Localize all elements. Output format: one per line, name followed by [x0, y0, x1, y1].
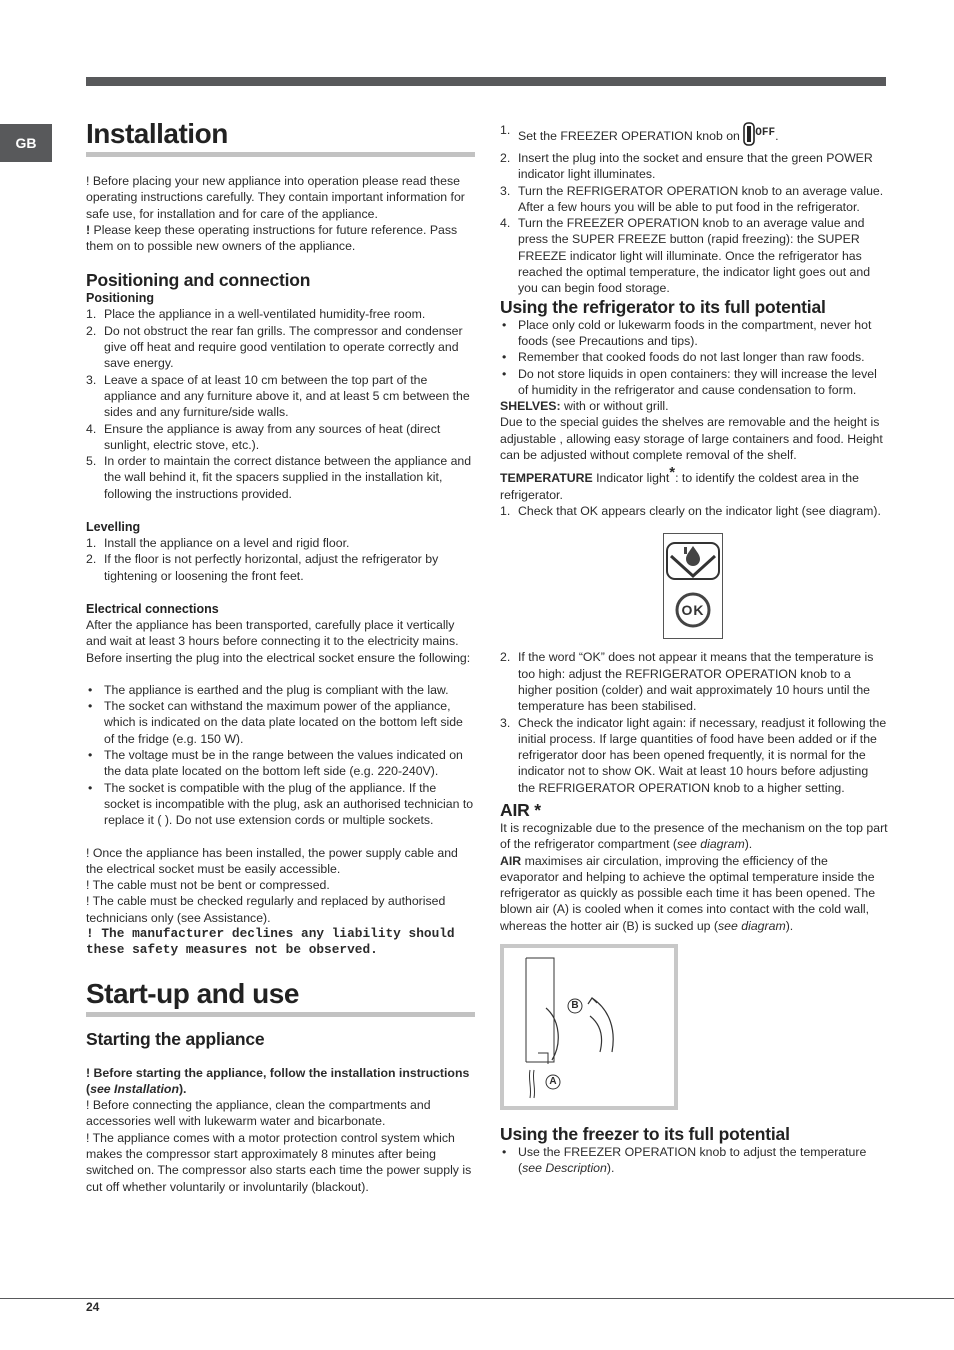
warning-text: ! The cable must be checked regularly and replaced by authorised technicians only (see Assistance).	[86, 894, 446, 925]
shelves-description: Due to the special guides the shelves are removable and the height is adjustable , allowing easy storage of large containers and food. Height can be adjusted without complete removal of the shelf.	[500, 415, 883, 463]
refrigerator-list	[500, 317, 888, 398]
language-tab: GB	[0, 124, 52, 162]
list-item: 2. If the floor is not perfectly horizontal, adjust the refrigerator by tightening or loosening the front feet.	[86, 552, 439, 583]
ok-label: OK	[681, 602, 705, 619]
list-item: 3. Leave a space of at least 10 cm between the top part of the appliance and any furniture above it, and at least 5 cm between the sides and any furniture/side walls.	[86, 372, 470, 420]
list-item: • Do not store liquids in open containers: they will increase the level of humidity in the refrigerator and cause condensation to form.	[500, 366, 888, 399]
list-item: 4. Turn the FREEZER OPERATION knob to an average value and press the SUPER FREEZE button (rapid freezing): the SUPER FREEZE indicator light will illuminate. Once the refrigerator has reached the optimal temperature, the indicator light goes out and you can begin food storage.	[500, 216, 871, 296]
page-number: 24	[86, 1300, 100, 1314]
liability-warning: ! The manufacturer declines any liability should these safety measures not be observed.	[86, 925, 455, 958]
ok-indicator-diagram	[663, 533, 723, 639]
temperature-line: TEMPERATURE Indicator light*: to identify the coldest area in the refrigerator.	[500, 464, 859, 502]
air-paragraph: AIR maximises air circulation, improving the efficiency of the evaporator and helping to achieve the optimal temperature inside the refrigerator as quickly as possible each time it has been opened. The blown air (A) is cooled when it comes into contact with the cold wall, whereas the hotter air (B) is sucked up (see diagram).	[500, 853, 876, 933]
startup-steps	[500, 122, 888, 297]
air-circulation-diagram	[500, 944, 678, 1110]
list-item: 1. Set the FREEZER OPERATION knob on $^{OFF}$.	[500, 122, 888, 146]
list-item: 3. Turn the REFRIGERATOR OPERATION knob to an average value. After a few hours you will be able to put food in the refrigerator.	[500, 183, 884, 214]
levelling-subheading: Levelling	[86, 520, 141, 535]
right-column	[500, 122, 888, 1177]
positioning-connection-heading: Positioning and connection	[86, 270, 311, 291]
warnings-block	[86, 845, 475, 959]
list-item: 2. Do not obstruct the rear fan grills. The compressor and condenser give off heat and require good ventilation to operate correctly and save energy.	[86, 323, 463, 371]
shelves-line: SHELVES: with or without grill.	[500, 399, 669, 414]
intro-paragraph: ! Before placing your new appliance into operation please read these operating instructions carefully. They contain important information for safe use, for installation and for care of the appliance.	[86, 174, 465, 221]
indicator-graphic	[664, 534, 722, 638]
electrical-subheading: Electrical connections	[86, 601, 219, 616]
electrical-intro: After the appliance has been transported, carefully place it vertically and wait at least 3 hours before connecting it to the electricity mains. Before inserting the plug into the electrical socket ensure the following:	[86, 617, 471, 665]
list-item: • Place only cold or lukewarm foods in the compartment, never hot foods (see Precautions and tips).	[500, 317, 888, 350]
list-item: 4. Ensure the appliance is away from any sources of heat (direct sunlight, electric stove, etc.).	[86, 421, 441, 452]
diagram-label-b: B	[571, 1000, 579, 1012]
air-paragraph: It is recognizable due to the presence of the mechanism on the top part of the refrigerator compartment (see diagram).	[500, 821, 888, 852]
list-item: 1. Check that OK appears clearly on the indicator light (see diagram).	[500, 504, 881, 519]
title-underline	[86, 1012, 475, 1017]
levelling-list	[86, 535, 475, 584]
top-rule	[86, 77, 886, 86]
list-item: 5. In order to maintain the correct distance between the appliance and the wall behind it, fit the spacers supplied in the installation kit, following the instructions provided.	[86, 454, 472, 501]
refrigerator-heading: Using the refrigerator to its full potential	[500, 296, 826, 317]
intro-paragraph: ! Please keep these operating instructions for future reference. Pass them on to possible new owners of the appliance.	[86, 222, 458, 254]
off-label: OFF	[755, 126, 776, 139]
air-flow-graphic	[504, 948, 674, 1106]
list-item: • The socket is compatible with the plug of the appliance. If the socket is incompatible with the plug, ask an authorised technician to replace it ( ). Do not use extension cords or multiple sockets.	[86, 780, 475, 829]
list-item: • Remember that cooked foods do not last longer than raw foods.	[500, 349, 888, 365]
list-item: • The voltage must be in the range between the values indicated on the data plate located on the bottom left side (e.g. 220-240V).	[86, 747, 475, 780]
list-item: 2. If the word “OK” does not appear it means that the temperature is too high: adjust the REFRIGERATOR OPERATION knob to a higher position (colder) and wait approximately 10 hours until the temperature has been stabilised.	[500, 650, 874, 714]
starting-appliance-heading: Starting the appliance	[86, 1028, 265, 1049]
positioning-subheading: Positioning	[86, 291, 155, 306]
diagram-label-a: A	[549, 1076, 557, 1088]
freezer-list	[500, 1144, 888, 1177]
left-column	[86, 116, 475, 1195]
temperature-steps	[500, 649, 888, 796]
electrical-list	[86, 682, 475, 829]
list-item: • The appliance is earthed and the plug is compliant with the law.	[86, 682, 475, 698]
title-underline	[86, 152, 475, 157]
installation-title: Installation	[86, 118, 228, 149]
freezer-heading: Using the freezer to its full potential	[500, 1124, 790, 1145]
air-heading: AIR *	[500, 800, 541, 820]
startup-bold-warning: ! Before starting the appliance, follow the installation instructions (see Installation).	[86, 1065, 470, 1096]
knob-icon	[743, 122, 755, 146]
warning-text: ! Once the appliance has been installed, the power supply cable and the electrical socket must be easily accessible.	[86, 845, 458, 876]
positioning-list	[86, 306, 475, 502]
list-item: • The socket can withstand the maximum power of the appliance, which is indicated on the data plate located on the bottom left side of the fridge (e.g. 150 W).	[86, 698, 475, 747]
list-item: 1. Place the appliance in a well-ventilated humidity-free room.	[86, 307, 426, 322]
list-item: 3. Check the indicator light again: if necessary, readjust it following the initial process. If large quantities of food have been added or if the refrigerator door has been opened frequently, it is normal for the indicator not to show OK. Wait at least 10 hours before adjusting the REFRIGERATOR OPERATION knob to a higher setting.	[500, 715, 887, 795]
startup-title: Start-up and use	[86, 977, 299, 1009]
footer-rule	[0, 1298, 954, 1299]
list-item: • Use the FREEZER OPERATION knob to adjust the temperature (see Description).	[500, 1144, 888, 1177]
list-item: 2. Insert the plug into the socket and ensure that the green POWER indicator light illuminates.	[500, 151, 873, 182]
list-item: 1. Install the appliance on a level and rigid floor.	[86, 536, 350, 551]
warning-text: ! The cable must not be bent or compressed.	[86, 878, 330, 893]
startup-paragraph: ! Before connecting the appliance, clean the compartments and accessories well with lukewarm water and bicarbonate.	[86, 1098, 431, 1129]
startup-paragraph: ! The appliance comes with a motor protection control system which makes the compressor start approximately 8 minutes after being switched on. The compressor also starts each time the power supply is cut off whether voluntarily or involuntarily (blackout).	[86, 1130, 472, 1194]
temperature-steps	[500, 503, 888, 519]
